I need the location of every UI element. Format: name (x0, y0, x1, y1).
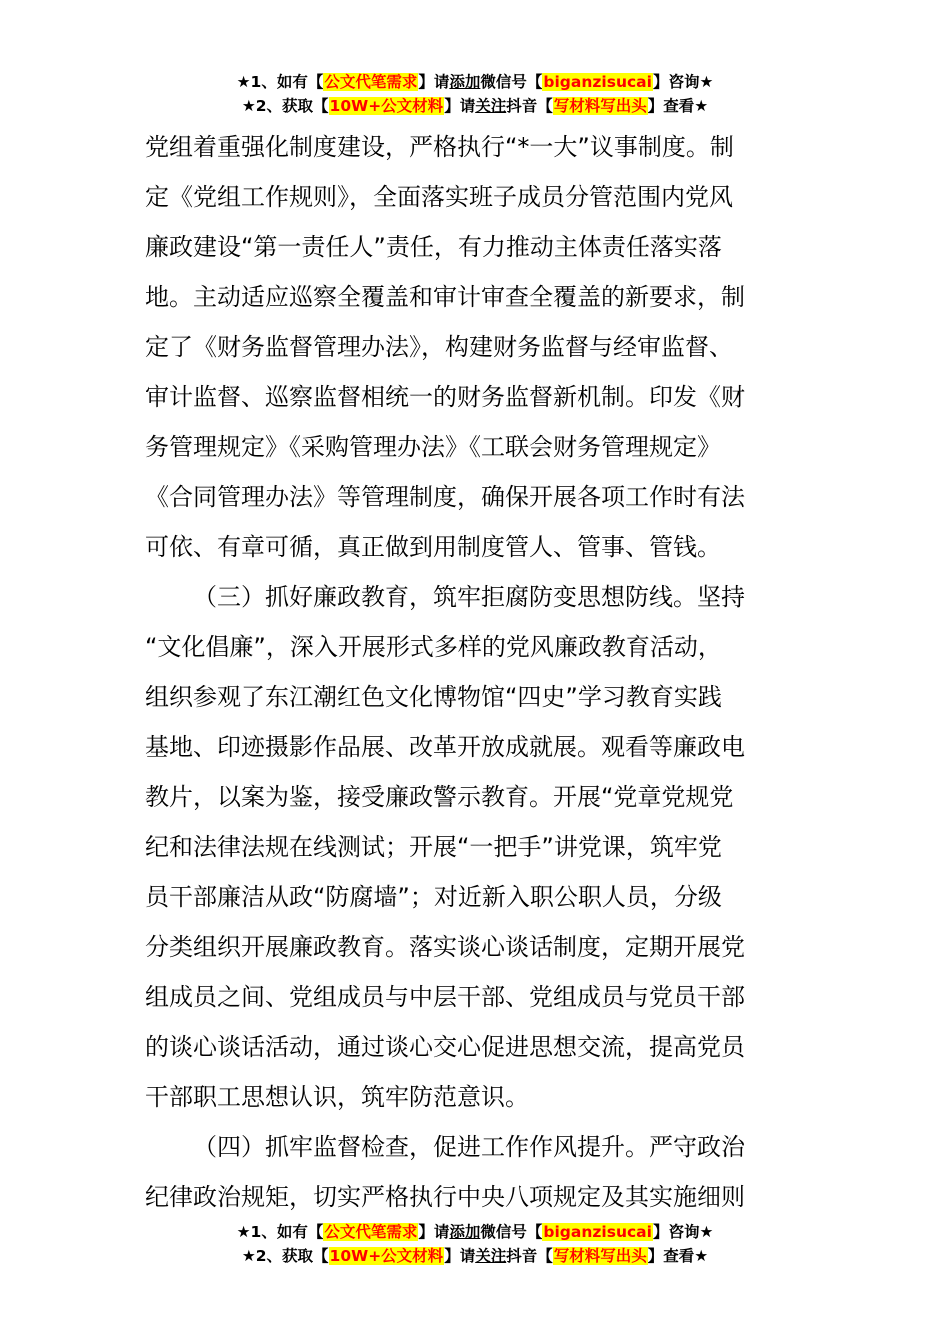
banner-line-2 (0, 1244, 950, 1268)
banner-underlined: 关注 (475, 1247, 507, 1265)
banner-wechat-id: biganzisucai (543, 1223, 652, 1241)
banner-underlined: 添加 (449, 1223, 481, 1241)
banner-text: 】咨询★ (652, 73, 714, 91)
text-line: “文化倡廉”，深入开展形式多样的党风廉政教育活动， (145, 633, 722, 661)
text-line: 党组着重强化制度建设，严格执行“*一大”议事制度。制 (145, 133, 734, 161)
document-body (145, 122, 810, 1222)
banner-douyin-name: 写材料写出头 (553, 1247, 647, 1265)
banner-text: 】请 (444, 97, 476, 115)
text-line: 廉政建设“第一责任人”责任，有力推动主体责任落实落 (145, 233, 722, 261)
banner-text: 】查看★ (647, 97, 709, 115)
text-line: 地。主动适应巡察全覆盖和审计审查全覆盖的新要求，制 (145, 283, 745, 311)
banner-underlined: 添加 (449, 73, 481, 91)
banner-text: ★2、获取【 (241, 97, 329, 115)
text-line: 务管理规定》《采购管理办法》《工联会财务管理规定》 (145, 433, 721, 461)
banner-text: ★2、获取【 (241, 1247, 329, 1265)
banner-line-1 (0, 1220, 950, 1244)
text-line: 纪和法律法规在线测试；开展“一把手”讲党课，筑牢党 (145, 833, 722, 861)
banner-text: 抖音【 (506, 97, 553, 115)
banner-douyin-name: 写材料写出头 (553, 97, 647, 115)
text-line: 组织参观了东江潮红色文化博物馆“四史”学习教育实践 (145, 683, 722, 711)
text-line: 定《党组工作规则》，全面落实班子成员分管范围内党风 (145, 183, 733, 211)
banner-highlight: 公文代笔需求 (324, 1223, 418, 1241)
text-line: 可依、有章可循，真正做到用制度管人、管事、管钱。 (145, 533, 721, 561)
banner-text: 】请 (418, 1223, 450, 1241)
text-line: 分类组织开展廉政教育。落实谈心谈话制度，定期开展党 (145, 933, 745, 961)
banner-highlight: 10W+公文材料 (329, 1247, 444, 1265)
text-line: 干部职工思想认识，筑牢防范意识。 (145, 1083, 529, 1111)
text-line: 教片，以案为鉴，接受廉政警示教育。开展“党章党规党 (145, 783, 734, 811)
banner-text: 】咨询★ (652, 1223, 714, 1241)
text-line: 的谈心谈话活动，通过谈心交心促进思想交流，提高党员 (145, 1033, 745, 1061)
banner-text: 】请 (418, 73, 450, 91)
banner-highlight: 公文代笔需求 (324, 73, 418, 91)
banner-wechat-id: biganzisucai (543, 73, 652, 91)
banner-highlight: 10W+公文材料 (329, 97, 444, 115)
text-line: 审计监督、巡察监督相统一的财务监督新机制。印发《财 (145, 383, 745, 411)
footer-banner (0, 1220, 950, 1268)
text-line: 基地、印迹摄影作品展、改革开放成就展。观看等廉政电 (145, 733, 745, 761)
header-banner (0, 70, 950, 118)
text-line: 纪律政治规矩，切实严格执行中央八项规定及其实施细则 (145, 1183, 745, 1211)
text-line: 定了《财务监督管理办法》，构建财务监督与经审监督、 (145, 333, 733, 361)
banner-text: 微信号【 (480, 73, 543, 91)
banner-text: 微信号【 (480, 1223, 543, 1241)
banner-underlined: 关注 (475, 97, 507, 115)
banner-text: ★1、如有【 (236, 1223, 324, 1241)
text-line: 《合同管理办法》等管理制度，确保开展各项工作时有法 (145, 483, 745, 511)
section-heading-line: （四）抓牢监督检查，促进工作作风提升。严守政治 (193, 1133, 745, 1161)
section-heading-line: （三）抓好廉政教育，筑牢拒腐防变思想防线。坚持 (193, 583, 745, 611)
banner-text: 】查看★ (647, 1247, 709, 1265)
banner-text: ★1、如有【 (236, 73, 324, 91)
banner-text: 】请 (444, 1247, 476, 1265)
banner-text: 抖音【 (506, 1247, 553, 1265)
banner-line-1 (0, 70, 950, 94)
text-line: 员干部廉洁从政“防腐墙”；对近新入职公职人员，分级 (145, 883, 722, 911)
text-line: 组成员之间、党组成员与中层干部、党组成员与党员干部 (145, 983, 745, 1011)
banner-line-2 (0, 94, 950, 118)
